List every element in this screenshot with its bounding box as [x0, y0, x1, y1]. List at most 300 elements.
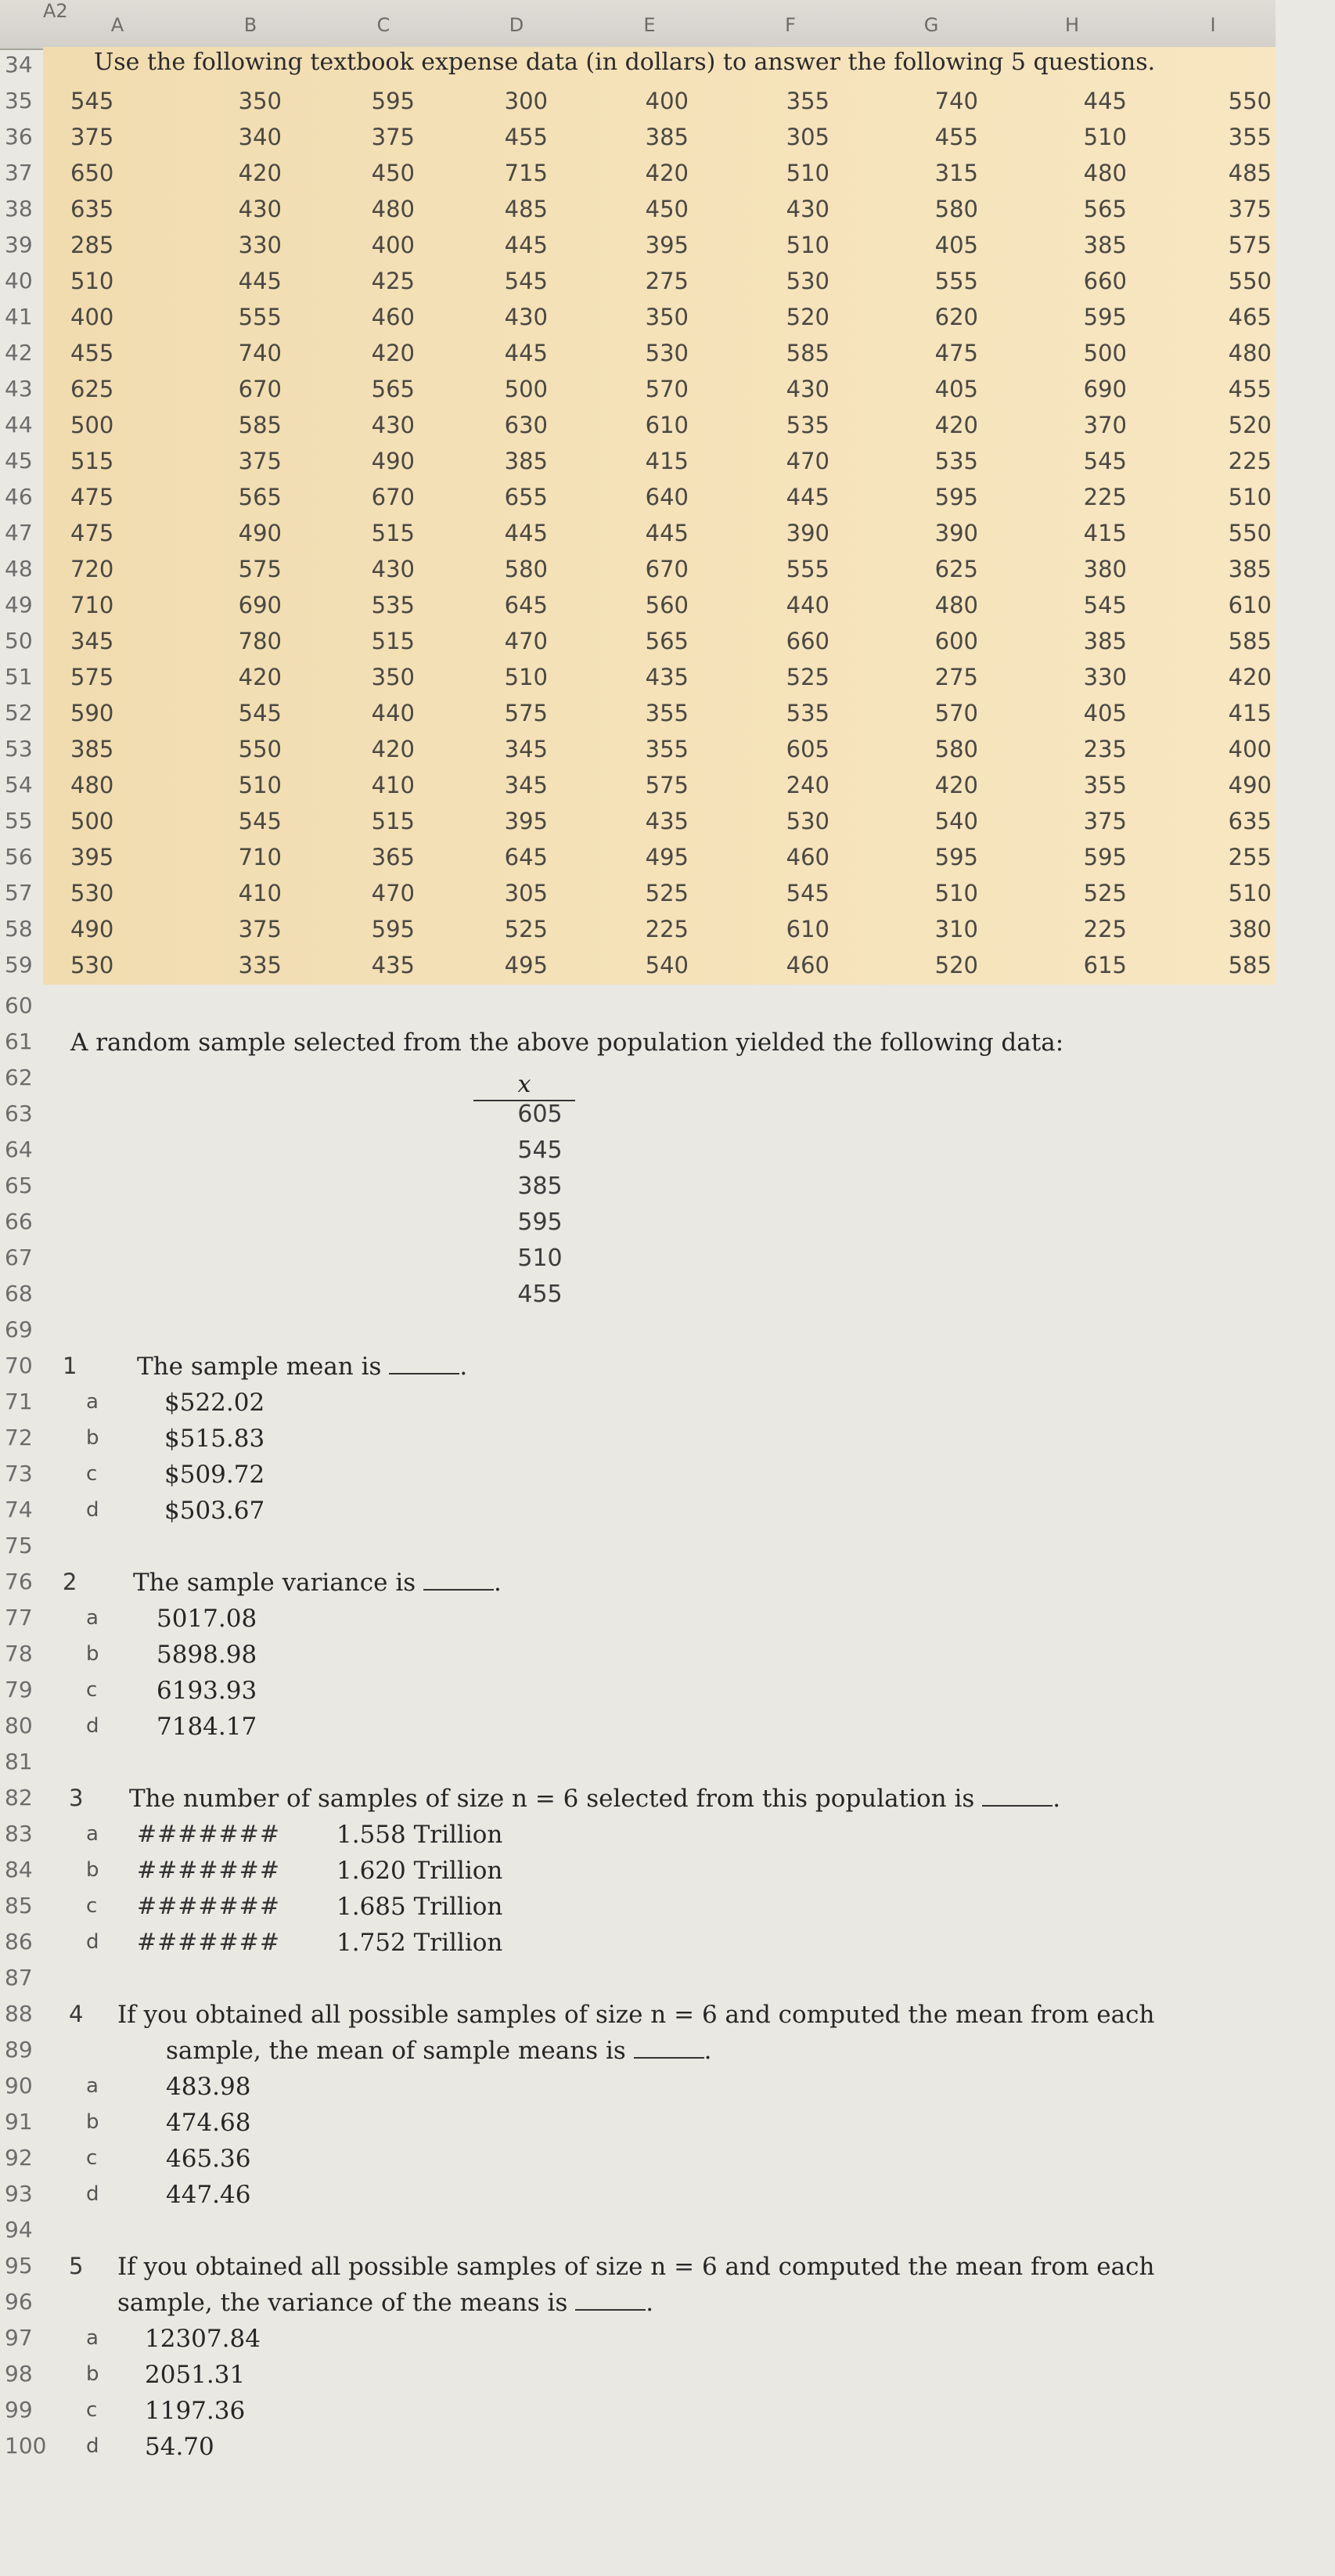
cell-f[interactable]: 545: [786, 880, 829, 906]
cell-b[interactable]: 350: [238, 88, 282, 114]
cell-g[interactable]: 475: [934, 340, 978, 366]
cell-d[interactable]: 645: [504, 592, 548, 618]
row-number[interactable]: 48: [5, 556, 33, 582]
cell-h[interactable]: 480: [1083, 160, 1127, 186]
name-box[interactable]: A2: [43, 0, 68, 22]
row-number[interactable]: 65: [5, 1173, 33, 1198]
sample-row[interactable]: [0, 1276, 1335, 1312]
cell-f[interactable]: 305: [786, 124, 829, 150]
question-1-option-c[interactable]: [0, 1456, 1335, 1492]
cell-b[interactable]: 545: [238, 808, 282, 834]
cell-h[interactable]: 380: [1083, 556, 1127, 582]
cell-i[interactable]: 490: [1228, 772, 1272, 798]
row-number[interactable]: 90: [5, 2073, 33, 2099]
cell-i[interactable]: 510: [1228, 484, 1272, 510]
cell-g[interactable]: 595: [934, 484, 978, 510]
cell-h[interactable]: 445: [1083, 88, 1127, 114]
cell-c[interactable]: 420: [371, 340, 415, 366]
cell-b[interactable]: 375: [238, 448, 282, 474]
cell-g[interactable]: 535: [934, 448, 978, 474]
cell-h[interactable]: 225: [1083, 484, 1127, 510]
row-number[interactable]: 79: [5, 1677, 33, 1702]
question-4-row[interactable]: [0, 1996, 1335, 2032]
row-number[interactable]: 45: [5, 448, 33, 474]
cell-e[interactable]: 530: [645, 340, 689, 366]
row-number[interactable]: 62: [5, 1065, 33, 1090]
cell-a[interactable]: 650: [70, 160, 114, 186]
row-number[interactable]: 52: [5, 700, 33, 726]
cell-e[interactable]: 400: [645, 88, 689, 114]
cell-h[interactable]: 370: [1083, 412, 1127, 438]
cell-h[interactable]: 545: [1083, 592, 1127, 618]
cell-f[interactable]: 510: [786, 160, 829, 186]
cell-h[interactable]: 385: [1083, 628, 1127, 654]
cell-h[interactable]: 235: [1083, 736, 1127, 762]
cell-a[interactable]: 590: [70, 700, 114, 726]
cell-i[interactable]: 455: [1228, 376, 1272, 402]
cell-g[interactable]: 740: [934, 88, 978, 114]
row-number[interactable]: 56: [5, 844, 33, 870]
cell-c[interactable]: 410: [371, 772, 415, 798]
cell-e[interactable]: 355: [645, 700, 689, 726]
cell-a[interactable]: 530: [70, 880, 114, 906]
cell-h[interactable]: 405: [1083, 700, 1127, 726]
cell-c[interactable]: 515: [371, 520, 415, 546]
row-number[interactable]: 63: [5, 1101, 33, 1126]
cell-g[interactable]: 570: [934, 700, 978, 726]
cell-a[interactable]: 625: [70, 376, 114, 402]
cell-c[interactable]: 425: [371, 268, 415, 294]
empty-row[interactable]: [0, 1312, 1335, 1348]
row-number[interactable]: 42: [5, 340, 33, 366]
cell-a[interactable]: 530: [70, 952, 114, 978]
row-number[interactable]: 44: [5, 412, 33, 438]
cell-b[interactable]: 430: [238, 196, 282, 222]
sample-value[interactable]: 545: [517, 1137, 563, 1164]
question-5-option-d[interactable]: [0, 2428, 1335, 2464]
row-number[interactable]: 76: [5, 1569, 33, 1594]
question-4-option-d[interactable]: [0, 2176, 1335, 2212]
data-row[interactable]: [0, 83, 1335, 119]
cell-g[interactable]: 390: [934, 520, 978, 546]
cell-a[interactable]: 710: [70, 592, 114, 618]
sample-value[interactable]: 455: [517, 1281, 563, 1308]
cell-a[interactable]: 475: [70, 484, 114, 510]
row-number[interactable]: 80: [5, 1713, 33, 1738]
cell-e[interactable]: 525: [645, 880, 689, 906]
cell-d[interactable]: 545: [504, 268, 548, 294]
cell-g[interactable]: 555: [934, 268, 978, 294]
row-number[interactable]: 85: [5, 1893, 33, 1918]
cell-b[interactable]: 410: [238, 880, 282, 906]
cell-f[interactable]: 535: [786, 412, 829, 438]
cell-i[interactable]: 415: [1228, 700, 1272, 726]
cell-i[interactable]: 550: [1228, 88, 1272, 114]
row-number[interactable]: 34: [5, 52, 33, 77]
cell-c[interactable]: 350: [371, 664, 415, 690]
cell-e[interactable]: 420: [645, 160, 689, 186]
data-row[interactable]: [0, 551, 1335, 587]
cell-e[interactable]: 385: [645, 124, 689, 150]
row-number[interactable]: 100: [5, 2433, 47, 2459]
row-number[interactable]: 39: [5, 232, 33, 258]
column-header-g[interactable]: G: [923, 14, 939, 36]
cell-c[interactable]: 450: [371, 160, 415, 186]
cell-f[interactable]: 470: [786, 448, 829, 474]
question-3-option-a[interactable]: [0, 1816, 1335, 1852]
cell-b[interactable]: 575: [238, 556, 282, 582]
row-number[interactable]: 59: [5, 952, 33, 978]
cell-g[interactable]: 405: [934, 376, 978, 402]
column-header-h[interactable]: H: [1064, 14, 1080, 36]
cell-a[interactable]: 500: [70, 412, 114, 438]
cell-d[interactable]: 300: [504, 88, 548, 114]
cell-b[interactable]: 445: [238, 268, 282, 294]
sample-row[interactable]: [0, 1168, 1335, 1204]
cell-e[interactable]: 435: [645, 664, 689, 690]
cell-a[interactable]: 490: [70, 916, 114, 942]
cell-c[interactable]: 565: [371, 376, 415, 402]
cell-f[interactable]: 530: [786, 268, 829, 294]
cell-b[interactable]: 420: [238, 160, 282, 186]
cell-b[interactable]: 690: [238, 592, 282, 618]
row-number[interactable]: 98: [5, 2361, 33, 2387]
cell-d[interactable]: 445: [504, 232, 548, 258]
cell-h[interactable]: 385: [1083, 232, 1127, 258]
cell-h[interactable]: 510: [1083, 124, 1127, 150]
row-number[interactable]: 47: [5, 520, 33, 546]
sample-value[interactable]: 385: [517, 1173, 563, 1200]
data-row[interactable]: [0, 299, 1335, 335]
question-5-option-c[interactable]: [0, 2392, 1335, 2428]
cell-d[interactable]: 500: [504, 376, 548, 402]
cell-f[interactable]: 430: [786, 196, 829, 222]
cell-d[interactable]: 345: [504, 772, 548, 798]
row-number[interactable]: 61: [5, 1029, 33, 1054]
cell-i[interactable]: 375: [1228, 196, 1272, 222]
cell-a[interactable]: 345: [70, 628, 114, 654]
data-row[interactable]: [0, 191, 1335, 227]
row-number[interactable]: 95: [5, 2253, 33, 2279]
row-number[interactable]: 50: [5, 628, 33, 654]
cell-b[interactable]: 550: [238, 736, 282, 762]
cell-c[interactable]: 490: [371, 448, 415, 474]
cell-d[interactable]: 715: [504, 160, 548, 186]
cell-f[interactable]: 660: [786, 628, 829, 654]
data-row[interactable]: [0, 911, 1335, 947]
cell-a[interactable]: 400: [70, 304, 114, 330]
cell-b[interactable]: 670: [238, 376, 282, 402]
row-number[interactable]: 71: [5, 1389, 33, 1414]
column-header-b[interactable]: B: [243, 14, 257, 36]
row-number[interactable]: 70: [5, 1353, 33, 1378]
cell-f[interactable]: 535: [786, 700, 829, 726]
sample-header-row[interactable]: [0, 1060, 1335, 1096]
cell-i[interactable]: 255: [1228, 844, 1272, 870]
cell-i[interactable]: 585: [1228, 952, 1272, 978]
empty-row[interactable]: [0, 1960, 1335, 1996]
empty-row[interactable]: [0, 988, 1335, 1024]
cell-b[interactable]: 330: [238, 232, 282, 258]
cell-d[interactable]: 345: [504, 736, 548, 762]
row-number[interactable]: 60: [5, 993, 33, 1018]
data-row[interactable]: [0, 515, 1335, 551]
sample-row[interactable]: [0, 1204, 1335, 1240]
cell-f[interactable]: 585: [786, 340, 829, 366]
cell-h[interactable]: 225: [1083, 916, 1127, 942]
cell-d[interactable]: 445: [504, 520, 548, 546]
cell-a[interactable]: 395: [70, 844, 114, 870]
question-2-row[interactable]: [0, 1564, 1335, 1600]
data-row[interactable]: [0, 155, 1335, 191]
row-number[interactable]: 69: [5, 1317, 33, 1342]
cell-i[interactable]: 385: [1228, 556, 1272, 582]
question-3-row[interactable]: [0, 1780, 1335, 1816]
question-5-option-b[interactable]: [0, 2356, 1335, 2392]
cell-g[interactable]: 600: [934, 628, 978, 654]
cell-h[interactable]: 595: [1083, 844, 1127, 870]
cell-e[interactable]: 640: [645, 484, 689, 510]
cell-h[interactable]: 500: [1083, 340, 1127, 366]
data-row[interactable]: [0, 227, 1335, 263]
overflow-hash-cell[interactable]: #######: [137, 1857, 280, 1884]
cell-c[interactable]: 515: [371, 628, 415, 654]
question-5-row[interactable]: [0, 2248, 1335, 2284]
cell-b[interactable]: 375: [238, 916, 282, 942]
sample-intro-row[interactable]: [0, 1024, 1335, 1060]
data-row[interactable]: [0, 839, 1335, 875]
row-number[interactable]: 35: [5, 88, 33, 113]
row-number[interactable]: 99: [5, 2397, 33, 2423]
cell-i[interactable]: 635: [1228, 808, 1272, 834]
row-number[interactable]: 89: [5, 2037, 33, 2063]
cell-f[interactable]: 530: [786, 808, 829, 834]
data-row[interactable]: [0, 731, 1335, 767]
question-4-option-a[interactable]: [0, 2068, 1335, 2104]
cell-i[interactable]: 575: [1228, 232, 1272, 258]
cell-b[interactable]: 780: [238, 628, 282, 654]
column-header-a[interactable]: A: [110, 14, 124, 36]
data-row[interactable]: [0, 335, 1335, 371]
cell-g[interactable]: 620: [934, 304, 978, 330]
cell-i[interactable]: 225: [1228, 448, 1272, 474]
cell-f[interactable]: 460: [786, 952, 829, 978]
cell-i[interactable]: 550: [1228, 520, 1272, 546]
cell-f[interactable]: 355: [786, 88, 829, 114]
row-number[interactable]: 75: [5, 1533, 33, 1558]
cell-f[interactable]: 430: [786, 376, 829, 402]
cell-c[interactable]: 430: [371, 556, 415, 582]
cell-a[interactable]: 635: [70, 196, 114, 222]
cell-i[interactable]: 465: [1228, 304, 1272, 330]
cell-f[interactable]: 555: [786, 556, 829, 582]
question-4-option-c[interactable]: [0, 2140, 1335, 2176]
row-number[interactable]: 43: [5, 376, 33, 402]
cell-e[interactable]: 570: [645, 376, 689, 402]
cell-i[interactable]: 510: [1228, 880, 1272, 906]
data-row[interactable]: [0, 479, 1335, 515]
cell-f[interactable]: 520: [786, 304, 829, 330]
cell-g[interactable]: 310: [934, 916, 978, 942]
question-3-option-c[interactable]: [0, 1888, 1335, 1924]
cell-d[interactable]: 525: [504, 916, 548, 942]
cell-c[interactable]: 515: [371, 808, 415, 834]
column-header-c[interactable]: C: [376, 14, 390, 36]
cell-c[interactable]: 440: [371, 700, 415, 726]
cell-d[interactable]: 655: [504, 484, 548, 510]
sample-row[interactable]: [0, 1096, 1335, 1132]
row-number[interactable]: 40: [5, 268, 33, 294]
row-number[interactable]: 81: [5, 1749, 33, 1774]
cell-f[interactable]: 525: [786, 664, 829, 690]
cell-a[interactable]: 500: [70, 808, 114, 834]
cell-c[interactable]: 365: [371, 844, 415, 870]
cell-b[interactable]: 555: [238, 304, 282, 330]
cell-c[interactable]: 375: [371, 124, 415, 150]
cell-g[interactable]: 420: [934, 412, 978, 438]
question-1-option-b[interactable]: [0, 1420, 1335, 1456]
cell-i[interactable]: 400: [1228, 736, 1272, 762]
cell-i[interactable]: 420: [1228, 664, 1272, 690]
cell-g[interactable]: 540: [934, 808, 978, 834]
cell-d[interactable]: 470: [504, 628, 548, 654]
sample-value[interactable]: 595: [517, 1209, 563, 1236]
cell-b[interactable]: 340: [238, 124, 282, 150]
data-row[interactable]: [0, 587, 1335, 623]
question-2-option-d[interactable]: [0, 1708, 1335, 1744]
row-number[interactable]: 74: [5, 1497, 33, 1522]
question-1-option-a[interactable]: [0, 1384, 1335, 1420]
row-number[interactable]: 38: [5, 196, 33, 222]
row-number[interactable]: 58: [5, 916, 33, 942]
cell-d[interactable]: 395: [504, 808, 548, 834]
cell-e[interactable]: 355: [645, 736, 689, 762]
cell-g[interactable]: 480: [934, 592, 978, 618]
data-row[interactable]: [0, 695, 1335, 731]
row-number[interactable]: 91: [5, 2109, 33, 2135]
row-number[interactable]: 72: [5, 1425, 33, 1450]
cell-f[interactable]: 610: [786, 916, 829, 942]
cell-a[interactable]: 575: [70, 664, 114, 690]
question-2-option-b[interactable]: [0, 1636, 1335, 1672]
cell-b[interactable]: 565: [238, 484, 282, 510]
cell-f[interactable]: 240: [786, 772, 829, 798]
cell-f[interactable]: 605: [786, 736, 829, 762]
question-4-option-b[interactable]: [0, 2104, 1335, 2140]
cell-h[interactable]: 355: [1083, 772, 1127, 798]
row-number[interactable]: 97: [5, 2325, 33, 2351]
data-row[interactable]: [0, 119, 1335, 155]
row-number[interactable]: 84: [5, 1857, 33, 1882]
question-5-option-a[interactable]: [0, 2320, 1335, 2356]
cell-e[interactable]: 415: [645, 448, 689, 474]
data-row[interactable]: [0, 371, 1335, 407]
cell-b[interactable]: 545: [238, 700, 282, 726]
cell-d[interactable]: 305: [504, 880, 548, 906]
cell-i[interactable]: 610: [1228, 592, 1272, 618]
sample-value[interactable]: 605: [517, 1101, 563, 1128]
cell-e[interactable]: 445: [645, 520, 689, 546]
cell-g[interactable]: 315: [934, 160, 978, 186]
cell-d[interactable]: 455: [504, 124, 548, 150]
cell-i[interactable]: 355: [1228, 124, 1272, 150]
cell-c[interactable]: 595: [371, 916, 415, 942]
row-number[interactable]: 86: [5, 1929, 33, 1955]
cell-h[interactable]: 415: [1083, 520, 1127, 546]
row-number[interactable]: 46: [5, 484, 33, 510]
cell-i[interactable]: 520: [1228, 412, 1272, 438]
cell-d[interactable]: 630: [504, 412, 548, 438]
cell-c[interactable]: 460: [371, 304, 415, 330]
cell-f[interactable]: 460: [786, 844, 829, 870]
data-row[interactable]: [0, 443, 1335, 479]
cell-i[interactable]: 480: [1228, 340, 1272, 366]
row-number[interactable]: 92: [5, 2145, 33, 2171]
cell-e[interactable]: 670: [645, 556, 689, 582]
row-number[interactable]: 64: [5, 1137, 33, 1162]
cell-a[interactable]: 385: [70, 736, 114, 762]
row-number[interactable]: 49: [5, 592, 33, 618]
question-2-option-c[interactable]: [0, 1672, 1335, 1708]
cell-e[interactable]: 275: [645, 268, 689, 294]
cell-h[interactable]: 525: [1083, 880, 1127, 906]
cell-a[interactable]: 455: [70, 340, 114, 366]
data-row[interactable]: [0, 407, 1335, 443]
cell-i[interactable]: 380: [1228, 916, 1272, 942]
column-header-f[interactable]: F: [785, 14, 796, 36]
cell-h[interactable]: 690: [1083, 376, 1127, 402]
cell-f[interactable]: 445: [786, 484, 829, 510]
cell-c[interactable]: 480: [371, 196, 415, 222]
cell-d[interactable]: 510: [504, 664, 548, 690]
title-row[interactable]: [0, 47, 1335, 83]
cell-b[interactable]: 740: [238, 340, 282, 366]
cell-h[interactable]: 545: [1083, 448, 1127, 474]
cell-c[interactable]: 420: [371, 736, 415, 762]
column-header-d[interactable]: D: [509, 14, 524, 36]
cell-i[interactable]: 550: [1228, 268, 1272, 294]
cell-g[interactable]: 625: [934, 556, 978, 582]
data-row[interactable]: [0, 803, 1335, 839]
cell-c[interactable]: 435: [371, 952, 415, 978]
question-3-option-b[interactable]: [0, 1852, 1335, 1888]
cell-d[interactable]: 485: [504, 196, 548, 222]
cell-d[interactable]: 495: [504, 952, 548, 978]
row-number[interactable]: 94: [5, 2217, 33, 2243]
row-number[interactable]: 82: [5, 1785, 33, 1810]
cell-a[interactable]: 510: [70, 268, 114, 294]
cell-g[interactable]: 275: [934, 664, 978, 690]
row-number[interactable]: 66: [5, 1209, 33, 1234]
cell-e[interactable]: 495: [645, 844, 689, 870]
cell-d[interactable]: 430: [504, 304, 548, 330]
cell-e[interactable]: 450: [645, 196, 689, 222]
column-header-i[interactable]: I: [1210, 14, 1216, 36]
cell-b[interactable]: 585: [238, 412, 282, 438]
row-number[interactable]: 93: [5, 2181, 33, 2207]
cell-c[interactable]: 535: [371, 592, 415, 618]
cell-i[interactable]: 585: [1228, 628, 1272, 654]
row-number[interactable]: 55: [5, 808, 33, 834]
cell-d[interactable]: 580: [504, 556, 548, 582]
cell-h[interactable]: 660: [1083, 268, 1127, 294]
row-number[interactable]: 77: [5, 1605, 33, 1630]
cell-h[interactable]: 375: [1083, 808, 1127, 834]
cell-f[interactable]: 510: [786, 232, 829, 258]
sample-row[interactable]: [0, 1132, 1335, 1168]
cell-e[interactable]: 435: [645, 808, 689, 834]
question-2-option-a[interactable]: [0, 1600, 1335, 1636]
